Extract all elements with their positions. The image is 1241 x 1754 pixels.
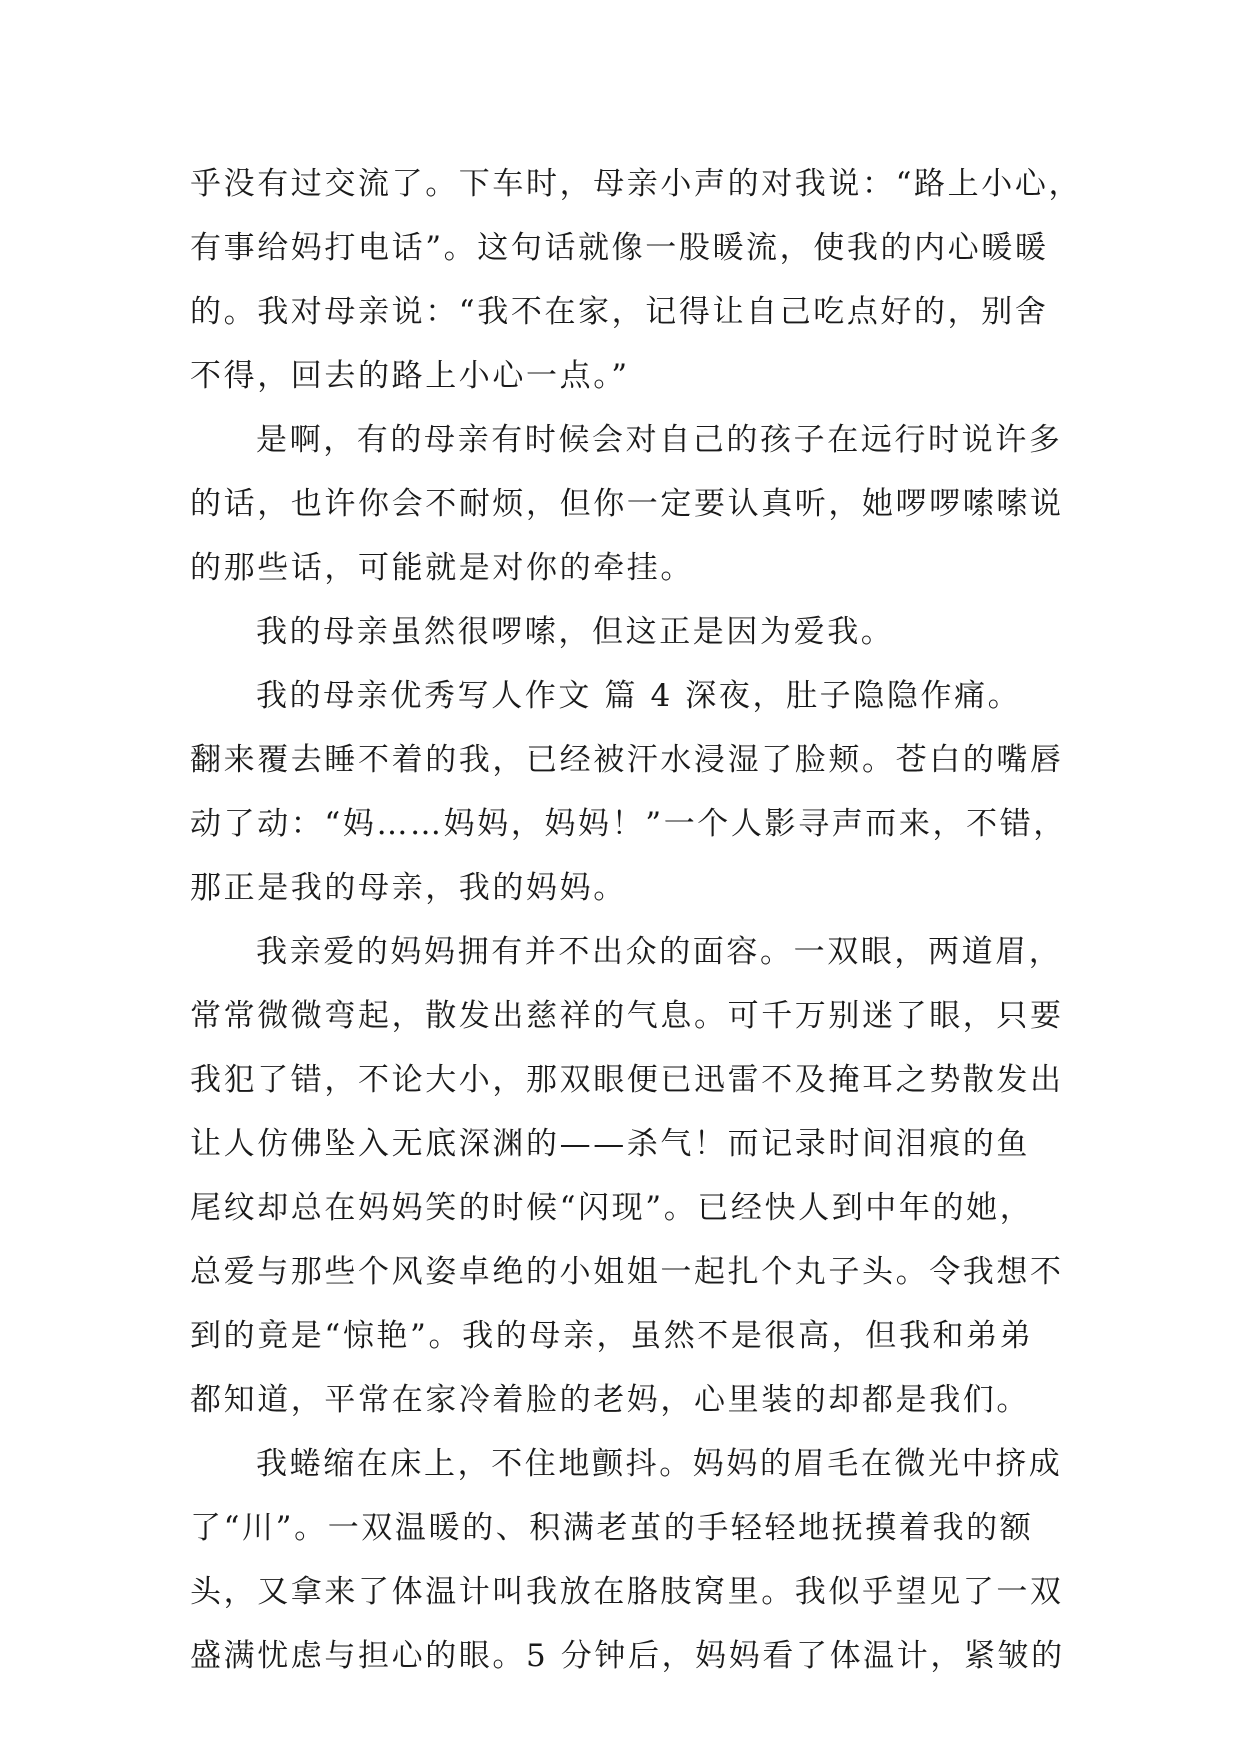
text-line: 盛满忧虑与担心的眼。5 分钟后，妈妈看了体温计，紧皱的 <box>190 1638 1065 1674</box>
text-line: 动了动：“妈……妈妈，妈妈！”一个人影寻声而来，不错， <box>190 806 1067 842</box>
paragraph-start-line: 我的母亲优秀写人作文 篇 4 深夜，肚子隐隐作痛。 <box>256 678 1022 714</box>
text-line: 让人仿佛坠入无底深渊的——杀气！而记录时间泪痕的鱼 <box>190 1126 1030 1162</box>
text-line: 常常微微弯起，散发出慈祥的气息。可千万别迷了眼，只要 <box>190 998 1064 1034</box>
text-line: 尾纹却总在妈妈笑的时候“闪现”。已经快人到中年的她， <box>190 1190 1034 1226</box>
paragraph-start-line: 是啊，有的母亲有时候会对自己的孩子在远行时说许多 <box>256 422 1063 458</box>
text-line: 到的竟是“惊艳”。我的母亲，虽然不是很高，但我和弟弟 <box>190 1318 1034 1354</box>
text-line: 我犯了错，不论大小，那双眼便已迅雷不及掩耳之势散发出 <box>190 1062 1064 1098</box>
paragraph-start-line: 我的母亲虽然很啰嗦，但这正是因为爱我。 <box>256 614 895 650</box>
text-line: 有事给妈打电话”。这句话就像一股暖流，使我的内心暖暖 <box>190 230 1049 266</box>
paragraph-start-line: 我蜷缩在床上，不住地颤抖。妈妈的眉毛在微光中挤成 <box>256 1446 1063 1482</box>
body-text <box>190 152 1083 1688</box>
text-line: 乎没有过交流了。下车时，母亲小声的对我说：“路上小心， <box>190 166 1083 202</box>
text-line: 的那些话，可能就是对你的牵挂。 <box>190 550 694 586</box>
text-line: 那正是我的母亲，我的妈妈。 <box>190 870 627 906</box>
text-line: 总爱与那些个风姿卓绝的小姐姐一起扎个丸子头。令我想不 <box>190 1254 1064 1290</box>
text-line: 不得，回去的路上小心一点。” <box>190 358 630 394</box>
paragraph-start-line: 我亲爱的妈妈拥有并不出众的面容。一双眼，两道眉， <box>256 934 1063 970</box>
text-line: 都知道，平常在家冷着脸的老妈，心里装的却都是我们。 <box>190 1382 1030 1418</box>
text-line: 的。我对母亲说：“我不在家，记得让自己吃点好的，别舍 <box>190 294 1049 330</box>
text-line: 了“川”。一双温暖的、积满老茧的手轻轻地抚摸着我的额 <box>190 1510 1034 1546</box>
text-line: 的话，也许你会不耐烦，但你一定要认真听，她啰啰嗦嗦说 <box>190 486 1064 522</box>
text-line: 翻来覆去睡不着的我，已经被汗水浸湿了脸颊。苍白的嘴唇 <box>190 742 1064 778</box>
text-line: 头，又拿来了体温计叫我放在胳肢窝里。我似乎望见了一双 <box>190 1574 1064 1610</box>
